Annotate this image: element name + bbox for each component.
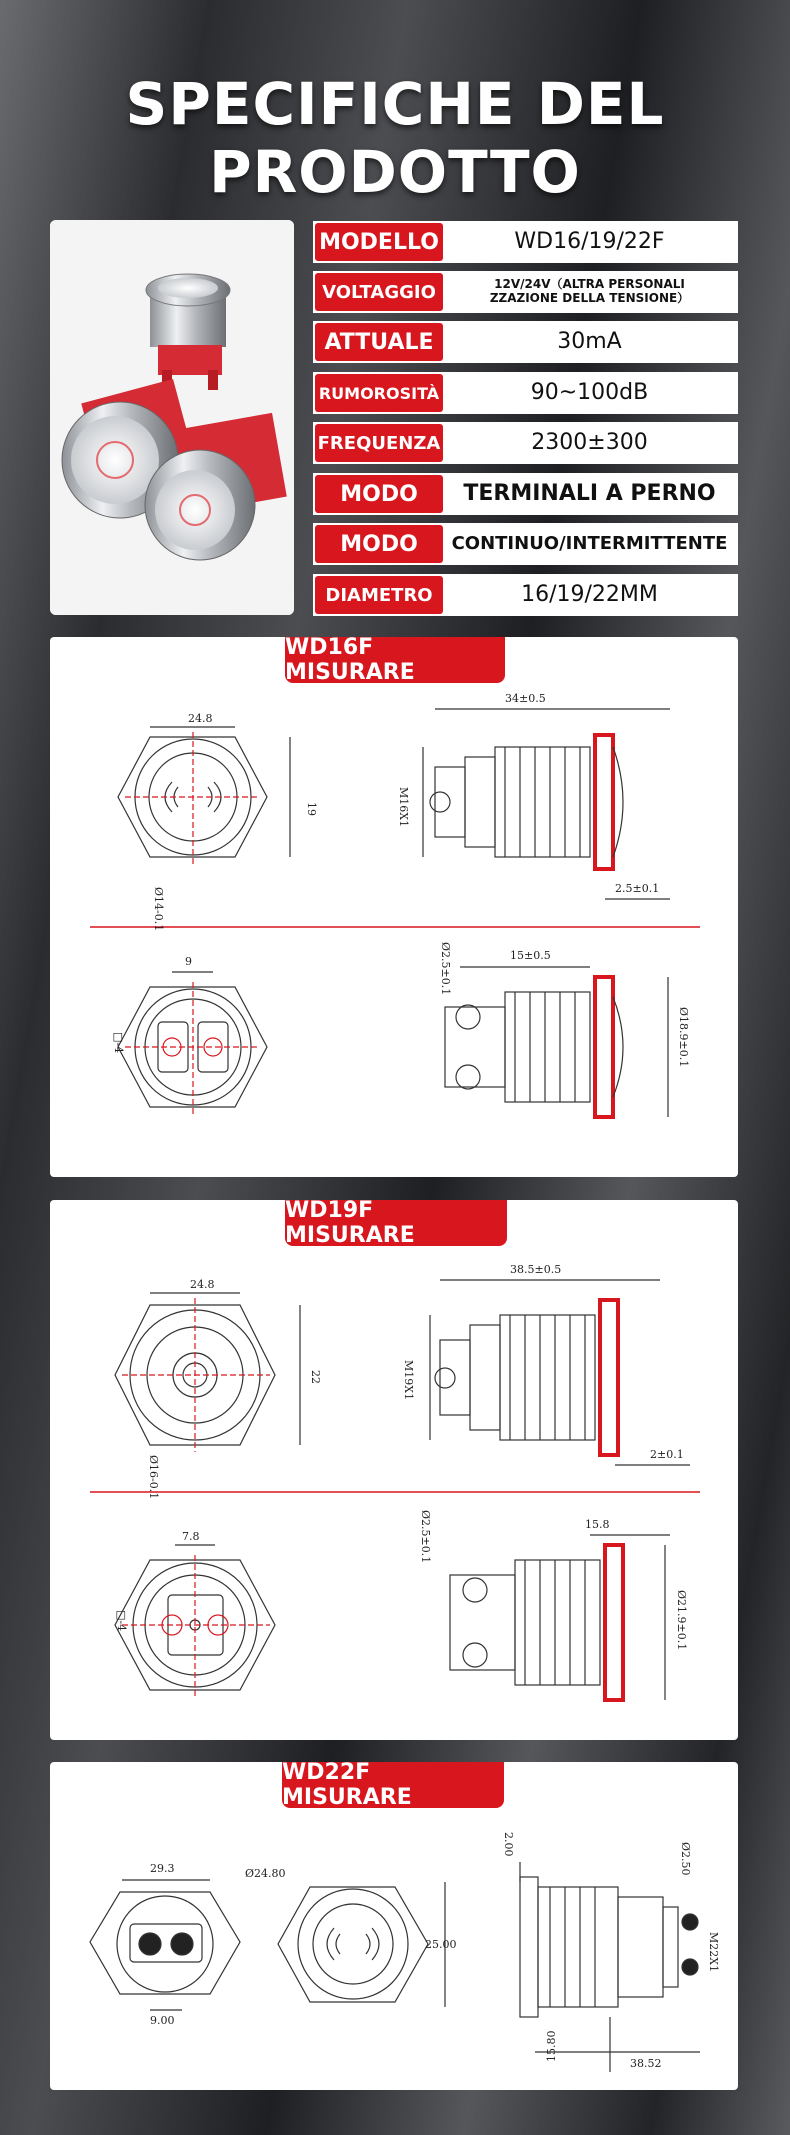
spec-row-frequency (313, 422, 738, 464)
spec-value: CONTINUO/INTERMITTENTE (451, 532, 728, 554)
technical-drawing-wd16f (50, 637, 738, 1177)
spec-value-line: ZZAZIONE DELLA TENSIONE） (489, 291, 690, 305)
spec-row-diameter (313, 574, 738, 616)
dim-back-square: □-4 (112, 1032, 125, 1054)
panel-title: WD16F MISURARE (285, 637, 505, 683)
spec-value: 90~100dB (530, 380, 649, 406)
dim-side-length: 34±0.5 (505, 692, 546, 705)
page-title: SPECIFICHE DEL PRODOTTO (125, 70, 665, 206)
spec-row-mode-terminals (313, 473, 738, 515)
panel-wd19f (50, 1200, 738, 1740)
spec-value: 2300±300 (531, 430, 648, 456)
spec-label: MODO (315, 525, 443, 563)
dim-back-pitch: 9 (185, 955, 192, 968)
dim-front-width: 24.8 (188, 712, 213, 725)
panel-wd22f (50, 1762, 738, 2090)
spec-row-voltage (313, 271, 738, 313)
spec-value (443, 273, 736, 311)
dim-back-side-len: 15.8 (585, 1518, 610, 1531)
technical-drawing-wd22f (50, 1762, 738, 2090)
dim-side-thread: M16X1 (397, 787, 410, 828)
spec-label: FREQUENZA (315, 424, 443, 462)
spec-label: ATTUALE (315, 323, 443, 361)
spec-label: VOLTAGGIO (315, 273, 443, 311)
spec-row-mode-sound (313, 523, 738, 565)
dim-front-height: 25.00 (425, 1938, 457, 1951)
spec-value: 30mA (557, 329, 622, 355)
spec-row-current (313, 321, 738, 363)
dim-side-flange: 2.5±0.1 (615, 882, 660, 895)
panel-title: WD22F MISURARE (282, 1762, 504, 1808)
dim-back-side-dia: Ø21.9±0.1 (675, 1590, 688, 1651)
spec-value: 16/19/22MM (521, 582, 658, 608)
dim-back-width: 29.3 (150, 1862, 175, 1875)
dim-front-height: 22 (309, 1370, 322, 1384)
dim-front-dia: Ø24.80 (245, 1867, 286, 1880)
spec-label: RUMOROSITÀ (315, 374, 443, 412)
spec-value: TERMINALI A PERNO (463, 481, 716, 507)
panel-title: WD19F MISURARE (285, 1200, 507, 1246)
spec-row-model (313, 221, 738, 263)
dim-side-pin: Ø2.50 (679, 1842, 692, 1876)
dim-side-total: 38.52 (630, 2057, 662, 2070)
dim-side-flange: 2±0.1 (650, 1448, 684, 1461)
dim-back-pitch: 7.8 (182, 1530, 200, 1543)
dim-front-width: 24.8 (190, 1278, 215, 1291)
dim-back-pitch: 9.00 (150, 2014, 175, 2027)
dim-front-dia: Ø16-0.1 (147, 1455, 160, 1500)
technical-drawing-wd19f (50, 1200, 738, 1740)
dim-side-length: 38.5±0.5 (510, 1263, 562, 1276)
dim-side-thread: M22X1 (707, 1932, 720, 1973)
spec-row-noise (313, 372, 738, 414)
dim-side-flange: 2.00 (502, 1832, 515, 1857)
spec-value-line: 12V/24V（ALTRA PERSONALI (494, 277, 685, 292)
spec-label: MODELLO (315, 223, 443, 261)
spec-label: DIAMETRO (315, 576, 443, 614)
dim-side-thread: M19X1 (402, 1360, 415, 1401)
dim-front-dia: Ø14-0.1 (152, 887, 165, 932)
dim-back-side-pin: Ø2.5±0.1 (419, 1510, 432, 1564)
dim-back-side-pin: Ø2.5±0.1 (439, 942, 452, 996)
spec-value: WD16/19/22F (514, 229, 665, 255)
panel-wd16f (50, 637, 738, 1177)
dim-front-height: 19 (305, 802, 318, 816)
dim-back-side-dia: Ø18.9±0.1 (677, 1007, 690, 1068)
spec-label: MODO (315, 475, 443, 513)
dim-side-len: 15.80 (545, 2030, 558, 2062)
product-photo (50, 220, 294, 615)
dim-back-side-len: 15±0.5 (510, 949, 551, 962)
dim-back-square: □-4 (115, 1610, 128, 1632)
